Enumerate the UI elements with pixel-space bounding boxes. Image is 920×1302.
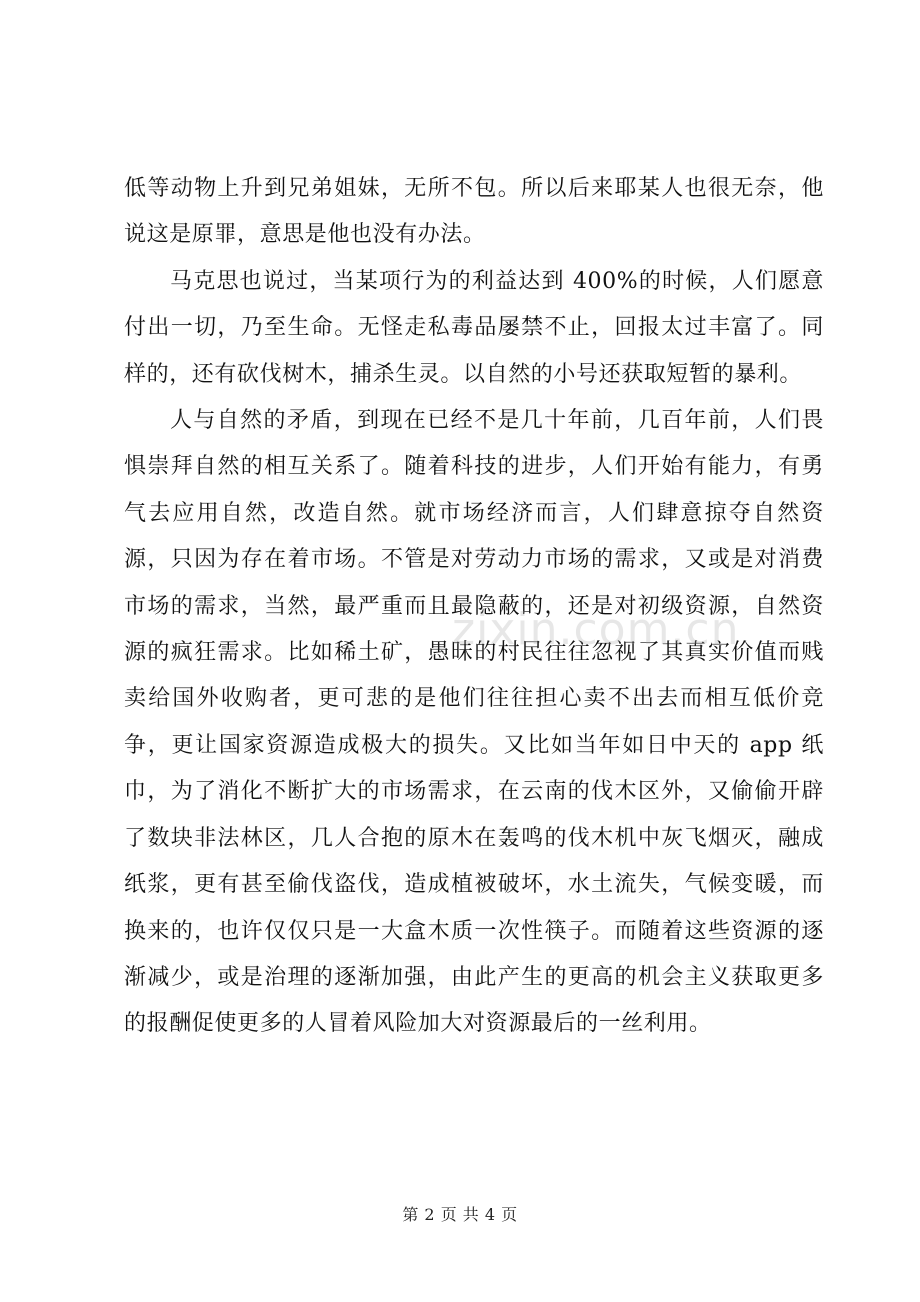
page-footer: 第 2 页 共 4 页 (402, 1205, 518, 1224)
watermark: zixin.com.cn (452, 604, 740, 655)
document-body (124, 166, 824, 1048)
paragraph-marx: 马克思也说过，当某项行为的利益达到 400%的时候，人们愿意付出一切，乃至生命。无怪走私毒品屡禁不止，回报太过丰富了。同样的，还有砍伐树木，捕杀生灵。以自然的小号还获取短暂的暴利。 (124, 268, 824, 387)
paragraph-nature-conflict: 人与自然的矛盾，到现在已经不是几十年前，几百年前，人们畏惧崇拜自然的相互关系了。随着科技的进步，人们开始有能力，有勇气去应用自然，改造自然。就市场经济而言，人们肆意掠夺自然资源，只因为存在着市场。不管是对劳动力市场的需求，又或是对消费市场的需求，当然，最严重而且最隐蔽的，还是对初级资源，自然资源的疯狂需求。比如稀土矿，愚昧的村民往往忽视了其真实价值而贱卖给国外收购者，更可悲的是他们往往担心卖不出去而相互低价竞争，更让国家资源造成极大的损失。又比如当年如日中天的 app 纸巾，为了消化不断扩大的市场需求，在云南的伐木区外，又偷偷开辟了数块非法林区，几人合抱的原木在轰鸣的伐木机中灰飞烟灭，融成纸浆，更有甚至偷伐盗伐，造成植被破坏，水土流失，气候变暖，而换来的，也许仅仅只是一大盒木质一次性筷子。而随着这些资源的逐渐减少，或是治理的逐渐加强，由此产生的更高的机会主义获取更多的报酬促使更多的人冒着风险加大对资源最后的一丝利用。 (124, 408, 824, 1037)
paragraph-continuation: 低等动物上升到兄弟姐妹，无所不包。所以后来耶某人也很无奈，他说这是原罪，意思是他也没有办法。 (124, 176, 824, 248)
